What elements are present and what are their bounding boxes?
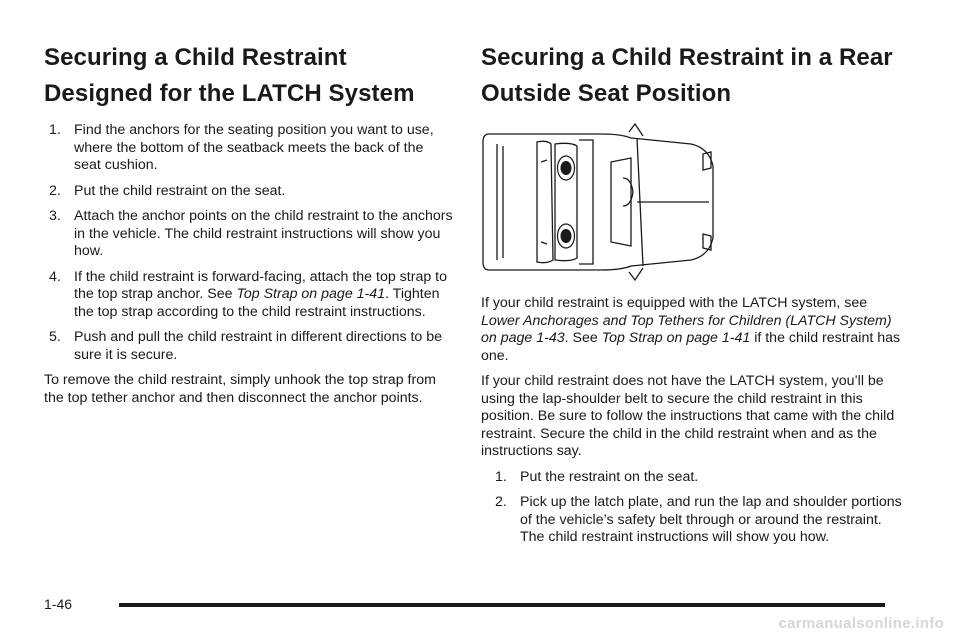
list-item: 5. Push and pull the child restraint in different directions to be sure it is secure. xyxy=(49,329,443,363)
cross-reference-link[interactable]: Top Strap on page 1-41 xyxy=(601,330,751,346)
right-column xyxy=(481,40,906,555)
watermark: carmanualsonline.info xyxy=(778,615,944,632)
list-item: 4. If the child restraint is forward-facing, attach the top strap to the top strap anchor. See Top Strap on page 1-41. Tighten the top strap according to the child restraint instructions. xyxy=(49,268,447,320)
latch-steps-list xyxy=(44,122,454,364)
rear-outside-steps-list xyxy=(490,469,906,547)
list-item: 1. Put the restraint on the seat. xyxy=(495,468,699,485)
section-heading-latch: Securing a Child Restraint Designed for the LATCH System xyxy=(44,44,415,107)
lap-shoulder-paragraph: If your child restraint does not have the LATCH system, you’ll be using the lap-shoulder belt to secure the child restraint in this position. Be sure to follow the instructions that came with the child restraint. Secure the child in the child restraint when and as the instructions say. xyxy=(481,373,895,459)
list-item: 3. Attach the anchor points on the child restraint to the anchors in the vehicle. The child restraint instructions will show you how. xyxy=(49,208,453,259)
page-number: 1-46 xyxy=(44,596,73,612)
list-item: 2. Pick up the latch plate, and run the lap and shoulder portions of the vehicle’s safety belt through or around the restraint. The child restraint instructions will show you how. xyxy=(495,494,902,545)
cross-reference-link[interactable]: Top Strap on page 1-41 xyxy=(236,286,386,302)
list-item: 2. Put the child restraint on the seat. xyxy=(49,182,286,199)
list-item: 1. Find the anchors for the seating position you want to use, where the bottom of the seatback meets the back of the seat cushion. xyxy=(49,122,434,173)
section-heading-rear-outside: Securing a Child Restraint in a Rear Outside Seat Position xyxy=(481,44,893,107)
removal-paragraph: To remove the child restraint, simply unhook the top strap from the top tether anchor and then disconnect the anchor points. xyxy=(44,372,436,406)
latch-reference-paragraph: If your child restraint is equipped with the LATCH system, see Lower Anchorages and Top Tethers for Children (LATCH System) on page 1-43. See Top Strap on page 1-41 if the child restraint has one. xyxy=(481,295,901,364)
left-column xyxy=(44,40,454,415)
vehicle-seating-diagram xyxy=(481,122,731,282)
footer-divider xyxy=(119,603,885,607)
cross-reference-link[interactable]: Lower Anchorages and Top Tethers for Children (LATCH System) on page 1-43 xyxy=(481,312,892,346)
